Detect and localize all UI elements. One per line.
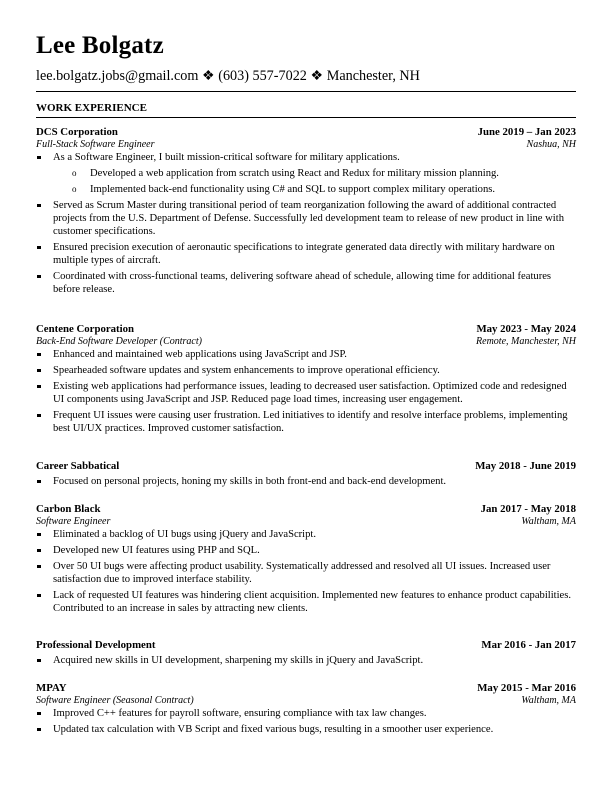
- section-divider: [36, 117, 576, 118]
- job-entry-dcs: [36, 126, 576, 299]
- bullet-item: Ensured precision execution of aeronautic specifications to integrate generated data directly with military hardware on multiple types of aircraft.: [36, 241, 576, 267]
- sub-bullet-item: o Implemented back-end functionality using C# and SQL to support complex military operations.: [53, 183, 576, 196]
- job-entry-mpay: [36, 682, 576, 739]
- job-entry-carbon-black: [36, 503, 576, 618]
- sub-bullet-item: o Developed a web application from scratch using React and Redux for military mission planning.: [53, 167, 576, 180]
- job-dates: May 2015 - Mar 2016: [477, 682, 576, 694]
- company-name: Centene Corporation: [36, 323, 135, 335]
- job-location: Waltham, MA: [521, 516, 576, 527]
- company-name: Professional Development: [36, 639, 156, 651]
- bullet-item: Spearheaded software updates and system enhancements to improve operational efficiency.: [36, 364, 576, 377]
- job-location: Nashua, NH: [526, 139, 576, 150]
- phone-number: (603) 557-7022: [218, 68, 307, 84]
- bullet-item: Over 50 UI bugs were affecting product usability. Systematically addressed and resolved all UI issues. Increased user satisfaction due to improved interface stability.: [36, 560, 576, 586]
- email-link[interactable]: lee.bolgatz.jobs@gmail.com: [36, 68, 199, 84]
- job-title: Back-End Software Developer (Contract): [36, 336, 202, 347]
- job-entry-sabbatical: [36, 460, 576, 491]
- job-title: Software Engineer: [36, 516, 111, 527]
- job-title: Full-Stack Software Engineer: [36, 139, 155, 150]
- company-name: Carbon Black: [36, 503, 101, 515]
- company-name: DCS Corporation: [36, 126, 118, 138]
- job-title: Software Engineer (Seasonal Contract): [36, 695, 194, 706]
- location: Manchester, NH: [326, 68, 420, 84]
- bullet-item: As a Software Engineer, I built mission-critical software for military applications. o Developed a web application from scratch using React and Redux for military mission planning. o Implemented back-end functionality using C# and SQL to support complex military operations.: [36, 151, 576, 196]
- bullet-item: Focused on personal projects, honing my skills in both front-end and back-end development.: [36, 475, 576, 488]
- job-location: Remote, Manchester, NH: [476, 336, 576, 347]
- separator-icon: ❖: [310, 68, 324, 84]
- job-location: Waltham, MA: [521, 695, 576, 706]
- job-dates: June 2019 – Jan 2023: [477, 126, 576, 138]
- job-dates: Mar 2016 - Jan 2017: [481, 639, 576, 651]
- bullet-item: Coordinated with cross-functional teams, delivering software ahead of schedule, allowing time for additional features before release.: [36, 270, 576, 296]
- bullet-item: Acquired new skills in UI development, sharpening my skills in jQuery and JavaScript.: [36, 654, 576, 667]
- bullet-item: Developed new UI features using PHP and SQL.: [36, 544, 576, 557]
- bullet-item: Served as Scrum Master during transitional period of team reorganization following the award of additional contracted projects from the U.S. Department of Defense. Successfully led development team to release of new product in line with customer specifications.: [36, 199, 576, 238]
- job-dates: Jan 2017 - May 2018: [480, 503, 576, 515]
- job-dates: May 2018 - June 2019: [475, 460, 576, 472]
- bullet-item: Frequent UI issues were causing user frustration. Led initiatives to identify and resolve interface problems, implementing best UI/UX practices. Improved customer satisfaction.: [36, 409, 576, 435]
- bullet-item: Existing web applications had performance issues, leading to decreased user satisfaction. Optimized code and redesigned UI components using JavaScript and JSP. Reduced page load times, increasing user engagement.: [36, 380, 576, 406]
- candidate-name: Lee Bolgatz: [36, 32, 164, 59]
- bullet-item: Eliminated a backlog of UI bugs using jQuery and JavaScript.: [36, 528, 576, 541]
- section-title: WORK EXPERIENCE: [36, 102, 147, 114]
- company-name: MPAY: [36, 682, 67, 694]
- bullet-item: Updated tax calculation with VB Script and fixed various bugs, resulting in a smoother user experience.: [36, 723, 576, 736]
- company-name: Career Sabbatical: [36, 460, 120, 472]
- job-entry-professional-development: [36, 639, 576, 670]
- bullet-item: Improved C++ features for payroll software, ensuring compliance with tax law changes.: [36, 707, 576, 720]
- bullet-item: Lack of requested UI features was hindering client acquisition. Implemented new features to enhance product capabilities. Contributed to an increase in sales by attracting new clients.: [36, 589, 576, 615]
- header-divider: [36, 91, 576, 92]
- separator-icon: ❖: [201, 68, 215, 84]
- bullet-item: Enhanced and maintained web applications using JavaScript and JSP.: [36, 348, 576, 361]
- job-dates: May 2023 - May 2024: [476, 323, 576, 335]
- contact-line: [36, 68, 420, 85]
- job-entry-centene: [36, 323, 576, 438]
